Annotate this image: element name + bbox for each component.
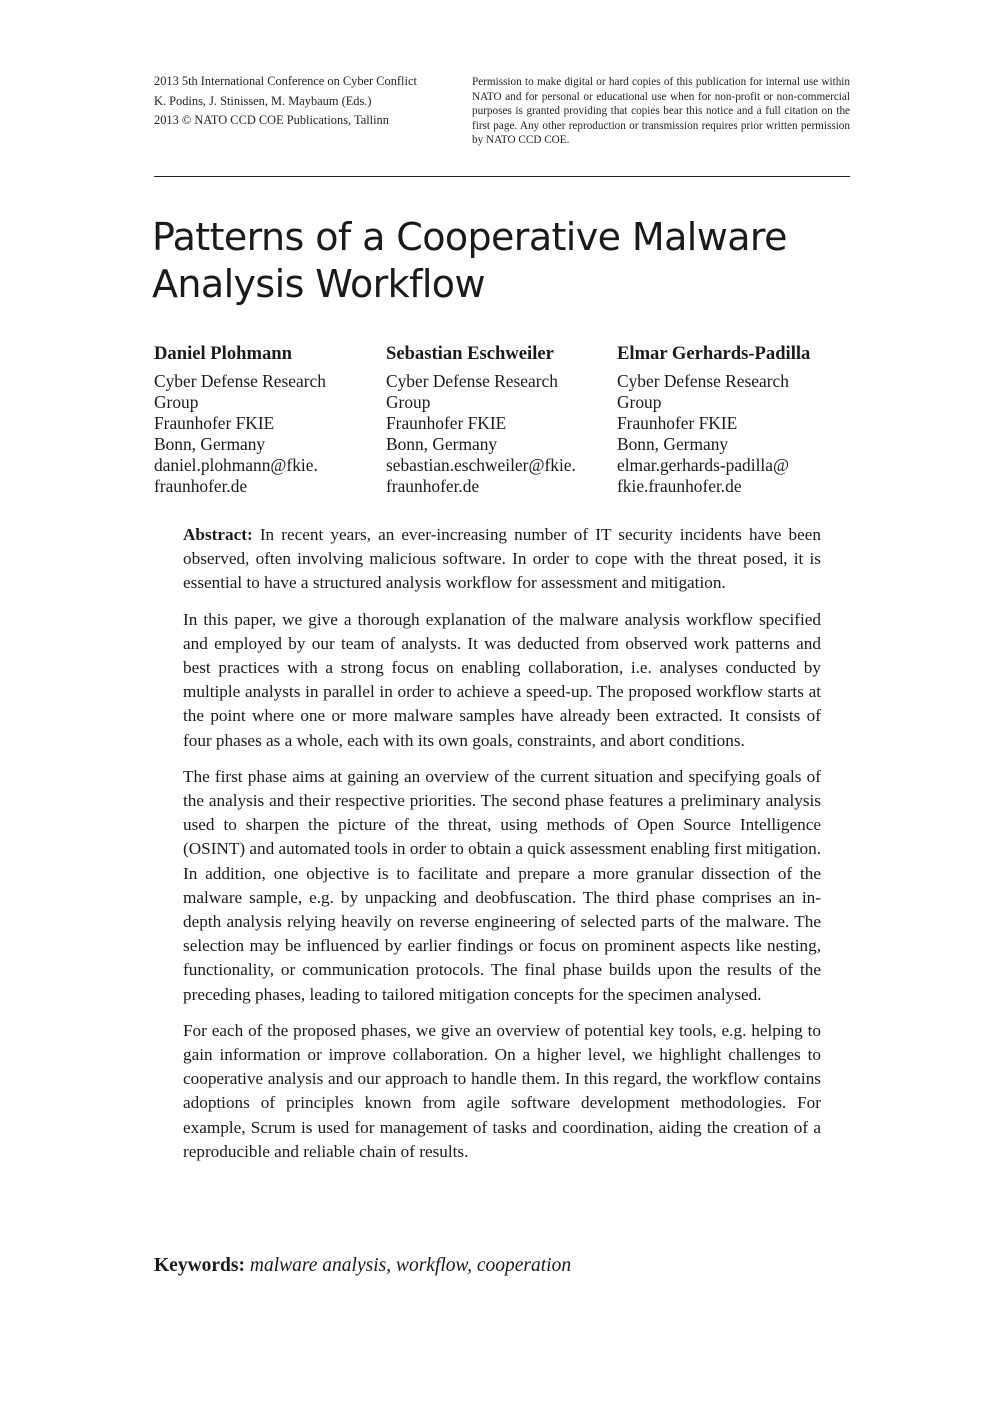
abstract-paragraph: The first phase aims at gaining an overview of the current situation and specifying goals of the analysis and their respective priorities. The second phase features a preliminary analysis used to sharpen the picture of the threat, using methods of Open Source Intelligence (OSINT) and automated tools in order to obtain a quick assessment enabling first mitigation. In addition, one objective is to facilitate and prepare a more granular dissection of the malware sample, e.g. by unpacking and deobfuscation. The third phase comprises an in-depth analysis relying heavily on reverse engineering of selected parts of the malware. The selection may be influenced by earlier findings or focus on prominent aspects like nesting, functionality, or communication protocols. The final phase builds upon the results of the preceding phases, leading to tailored mitigation concepts for the specimen analysed. [183,766,821,1004]
author-block [386,343,616,497]
header-divider [154,176,850,177]
abstract-paragraph: For each of the proposed phases, we give an overview of potential key tools, e.g. helping to gain information or improve collaboration. On a higher level, we highlight challenges to cooperative analysis and our approach to handle them. In this regard, the workflow contains adoptions of principles known from agile software development methodologies. For example, Scrum is used for management of tasks and coordination, aiding the creation of a reproducible and reliable chain of results. [183,1020,821,1161]
conference-line: 2013 5th International Conference on Cyber Conflict [154,74,417,88]
author-affiliation: Cyber Defense Research [386,371,558,391]
keywords [154,1254,854,1278]
abstract [183,523,821,1176]
author-location: Bonn, Germany [154,434,266,454]
permission-notice: Permission to make digital or hard copies of this publication for internal use within NATO and for personal or educational use when for non-profit or non-commercial purposes is granted providing that copies bear this notice and a full citation on the first page. Any other reproduction or transmission requires prior written permission by NATO CCD COE. [472,76,850,147]
author-affiliation: Cyber Defense Research [154,371,326,391]
author-email: elmar.gerhards-padilla@ [617,455,789,475]
author-affiliation: Cyber Defense Research [617,371,789,391]
title-line: Patterns of a Cooperative Malware [152,215,787,259]
author-institute: Fraunhofer FKIE [386,413,507,433]
author-affiliation: Group [154,392,199,412]
author-location: Bonn, Germany [386,434,498,454]
author-institute: Fraunhofer FKIE [154,413,275,433]
author-email: fraunhofer.de [386,476,480,496]
abstract-label: Abstract: [183,525,253,544]
author-name: Daniel Plohmann [154,343,292,364]
paper-title [152,214,852,308]
abstract-paragraph: In this paper, we give a thorough explanation of the malware analysis workflow specified and employed by our team of analysts. It was deducted from observed work patterns and best practices with a strong focus on enabling collaboration, i.e. analyses conducted by multiple analysts in parallel in order to achieve a speed-up. The proposed workflow starts at the point where one or more malware samples have already been extracted. It consists of four phases as a whole, each with its own goals, constraints, and abort conditions. [183,609,821,750]
author-institute: Fraunhofer FKIE [617,413,738,433]
title-line: Analysis Workflow [152,262,485,306]
author-name: Elmar Gerhards-Padilla [617,343,811,364]
keywords-label: Keywords: [154,1255,245,1276]
author-block [154,343,384,497]
author-name: Sebastian Eschweiler [386,343,554,364]
conference-info [154,72,464,131]
author-email: daniel.plohmann@fkie. [154,455,318,475]
abstract-paragraph [183,523,821,596]
author-location: Bonn, Germany [617,434,729,454]
author-block [617,343,847,497]
author-affiliation: Group [617,392,662,412]
editors-line: K. Podins, J. Stinissen, M. Maybaum (Eds.) [154,93,372,108]
author-affiliation: Group [386,392,431,412]
author-email: fraunhofer.de [154,476,248,496]
copyright-line: 2013 © NATO CCD COE Publications, Tallinn [154,113,389,127]
author-email: fkie.fraunhofer.de [617,476,742,496]
keywords-text: malware analysis, workflow, cooperation [249,1255,572,1276]
abstract-text: In recent years, an ever-increasing number of IT security incidents have been observed, often involving malicious software. In order to cope with the threat posed, it is essential to have a structured analysis workflow for assessment and mitigation. [183,525,822,593]
author-email: sebastian.eschweiler@fkie. [386,455,576,475]
